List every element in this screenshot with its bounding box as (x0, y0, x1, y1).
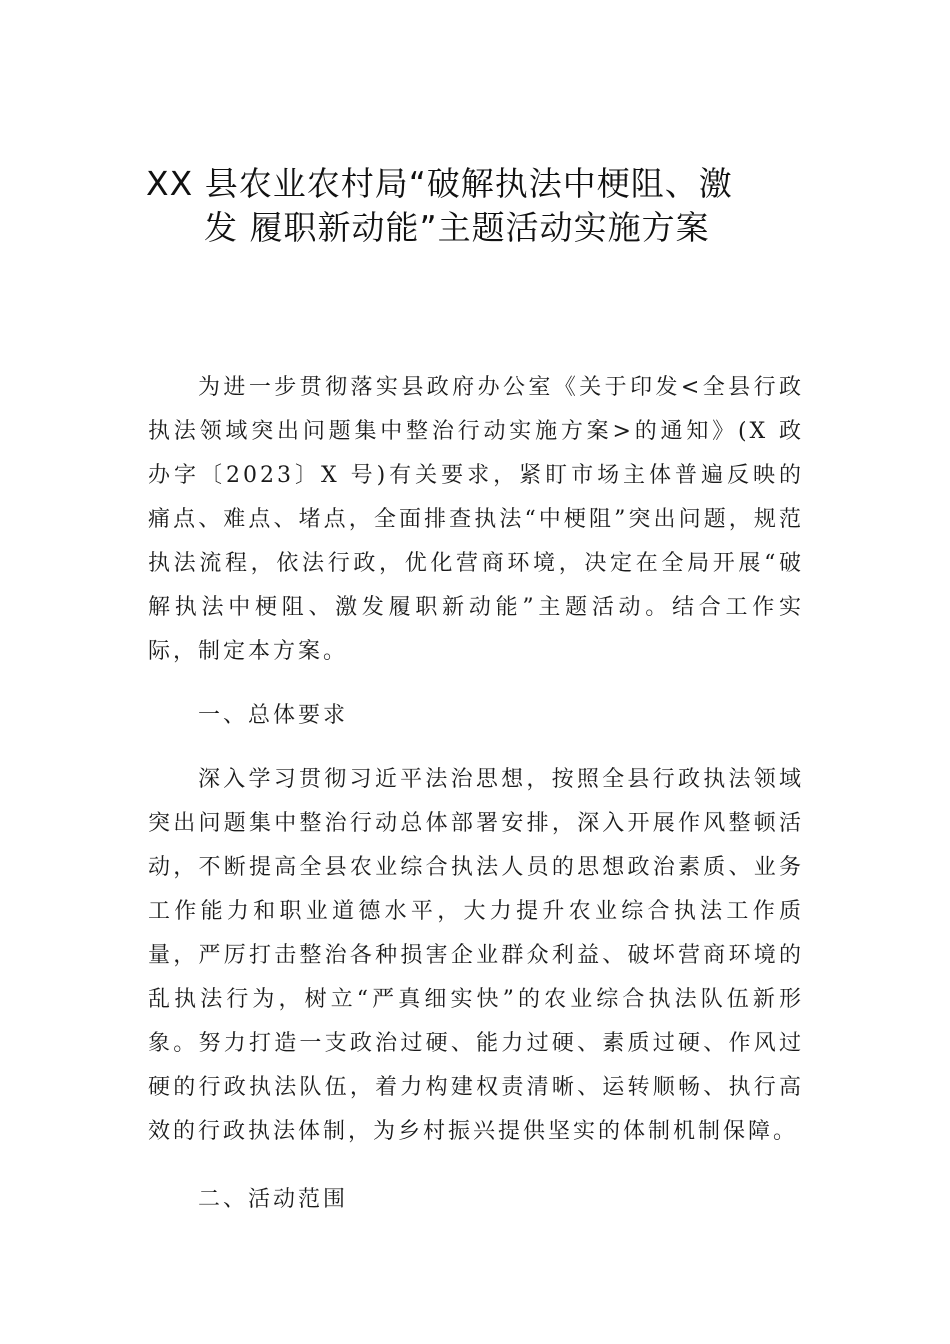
general-requirements-paragraph: 深入学习贯彻习近平法治思想，按照全县行政执法领域突出问题集中整治行动总体部署安排，深入开展作风整顿活动，不断提高全县农业综合执法人员的思想政治素质、业务工作能力和职业道德水平，大力提升农业综合执法工作质量，严厉打击整治各种损害企业群众利益、破坏营商环境的乱执法行为，树立“严真细实快”的农业综合执法队伍新形象。努力打造一支政治过硬、能力过硬、素质过硬、作风过硬的行政执法队伍，着力构建权责清晰、运转顺畅、执行高效的行政执法体制，为乡村振兴提供坚实的体制机制保障。 (148, 767, 804, 1144)
intro-paragraph: 为进一步贯彻落实县政府办公室《关于印发<全县行政执法领域突出问题集中整治行动实施方案>的通知》(X 政办字〔2023〕X 号)有关要求，紧盯市场主体普遍反映的痛点、难点、堵点，全面排查执法“中梗阻”突出问题，规范执法流程，依法行政，优化营商环境，决定在全局开展“破解执法中梗阻、激发履职新动能”主题活动。结合工作实际，制定本方案。 (148, 375, 804, 664)
section-heading-activity-scope: 二、活动范围 (198, 1187, 349, 1212)
document-body (148, 366, 804, 1242)
document-title (130, 162, 820, 250)
title-line-2: 发 履职新动能”主题活动实施方案 (204, 208, 710, 248)
title-line-1: XX 县农业农村局“破解执法中梗阻、激 (146, 164, 733, 204)
section-heading-general-requirements: 一、总体要求 (198, 703, 349, 728)
